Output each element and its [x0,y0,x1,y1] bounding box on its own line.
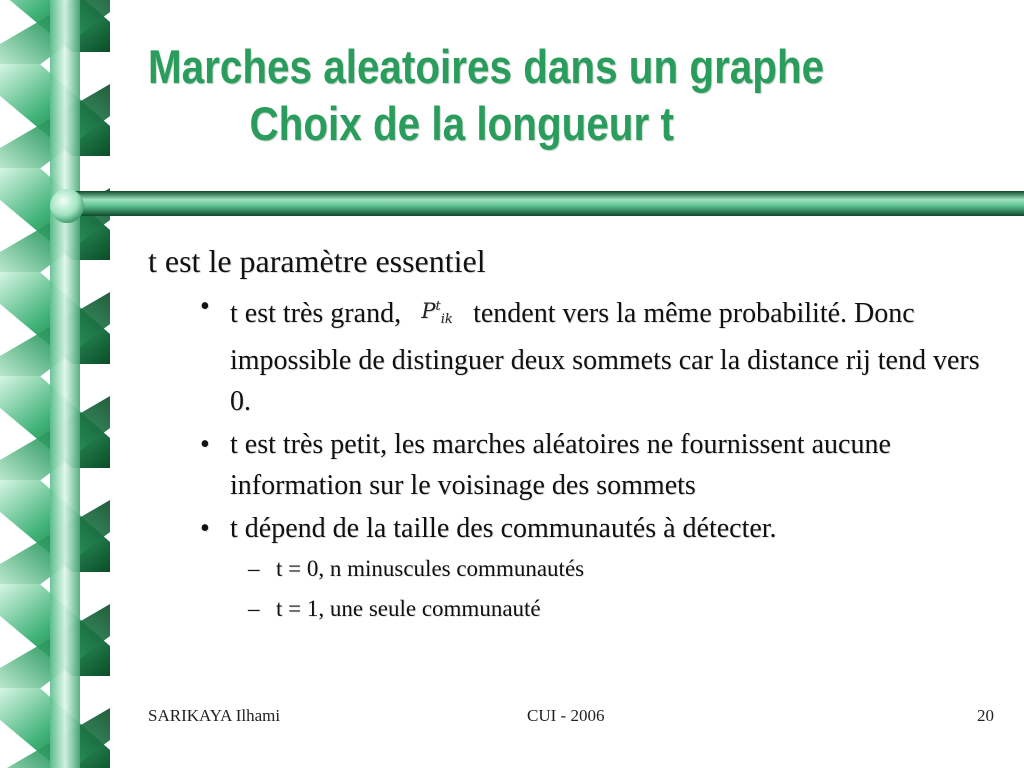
sub-bullet-text: t = 1, une seule communauté [276,596,541,622]
sub-bullet-marker: – [248,556,260,582]
footer-event: CUI - 2006 [527,706,605,725]
bullet-text-before: t est très grand, [230,298,409,329]
title-line-2: Choix de la longueur t [249,97,674,150]
sub-bullet-text: t = 0, n minuscules communautés [276,556,585,582]
footer-author: SARIKAYA Ilhami [148,706,281,725]
sub-bullet-item [148,549,998,589]
sub-bullet-marker: – [248,596,260,622]
slide-body [148,238,998,629]
bullet-item [148,508,998,549]
main-point: t est le paramètre essentiel [148,243,486,279]
footer-page-number: 20 [977,706,994,725]
sub-bullet-item [148,589,998,629]
title-line-1: Marches aleatoires dans un graphe [148,40,825,93]
bullet-marker: • [200,429,210,461]
bullet-marker: • [200,291,210,322]
probability-formula: $P^t_{ik}$ [421,299,453,328]
bullet-item [148,424,998,506]
bullet-text: t est très petit, les marches aléatoires ne fournissent aucune information sur le voisinage des sommets [230,429,891,502]
bullet-marker: • [200,513,210,545]
bullet-text-after: tendent vers la même probabilité. Donc impossible de distinguer deux sommets car la distance rij tend vers 0. [230,298,980,418]
bullet-text: t dépend de la taille des communautés à détecter. [230,513,777,545]
ribbon-border-decoration [0,0,115,768]
slide-title [148,38,888,152]
bullet-item [148,286,998,422]
